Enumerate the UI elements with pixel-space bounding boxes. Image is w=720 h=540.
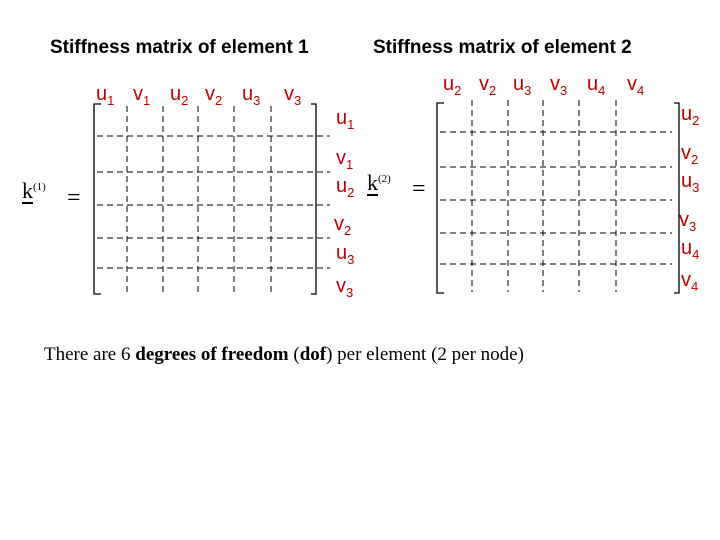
element2-heading: Stiffness matrix of element 2 <box>373 37 632 58</box>
e1-row-label: $v_1$ <box>336 147 354 172</box>
e1-row-label: $v_3$ <box>336 275 354 300</box>
e1-col-label: $u_1$ <box>96 83 115 108</box>
e2-col-label: $v_2$ <box>479 73 497 98</box>
e2-row-label: $u_2$ <box>681 103 700 128</box>
e2-row-label: $v_2$ <box>681 142 699 167</box>
e1-right-bracket <box>311 104 316 294</box>
e2-row-label: $v_4$ <box>681 269 699 294</box>
e1-row-label: $u_3$ <box>336 242 355 267</box>
element1-matrix-symbol: $k^{(1)}$ <box>22 178 46 203</box>
e2-col-label: $u_4$ <box>587 73 606 98</box>
e2-right-bracket <box>674 103 679 293</box>
element1-heading: Stiffness matrix of element 1 <box>50 37 309 58</box>
element1-equals: = <box>67 185 81 211</box>
e2-col-label: $u_2$ <box>443 73 462 98</box>
e1-row-label: $v_2$ <box>334 213 352 238</box>
e2-row-label: $u_3$ <box>681 170 700 195</box>
e1-col-label: $u_3$ <box>242 83 261 108</box>
caption: There are 6 degrees of freedom (dof) per element (2 per node) <box>44 344 524 365</box>
e1-row-label: $u_1$ <box>336 107 355 132</box>
e1-col-label: $v_1$ <box>133 83 151 108</box>
e1-col-label: $u_2$ <box>170 83 189 108</box>
e2-col-label: $u_3$ <box>513 73 532 98</box>
e1-row-label: $u_2$ <box>336 175 355 200</box>
e1-left-bracket <box>94 104 101 294</box>
element2-equals: = <box>412 176 426 202</box>
e1-col-label: $v_3$ <box>284 83 302 108</box>
e2-col-label: $v_4$ <box>627 73 645 98</box>
e2-row-label: $u_4$ <box>681 237 700 262</box>
e1-col-label: $v_2$ <box>205 83 223 108</box>
e2-col-label: $v_3$ <box>550 73 568 98</box>
element2-matrix-symbol: $k^{(2)}$ <box>367 170 391 195</box>
e2-row-label: $v_3$ <box>679 209 697 234</box>
